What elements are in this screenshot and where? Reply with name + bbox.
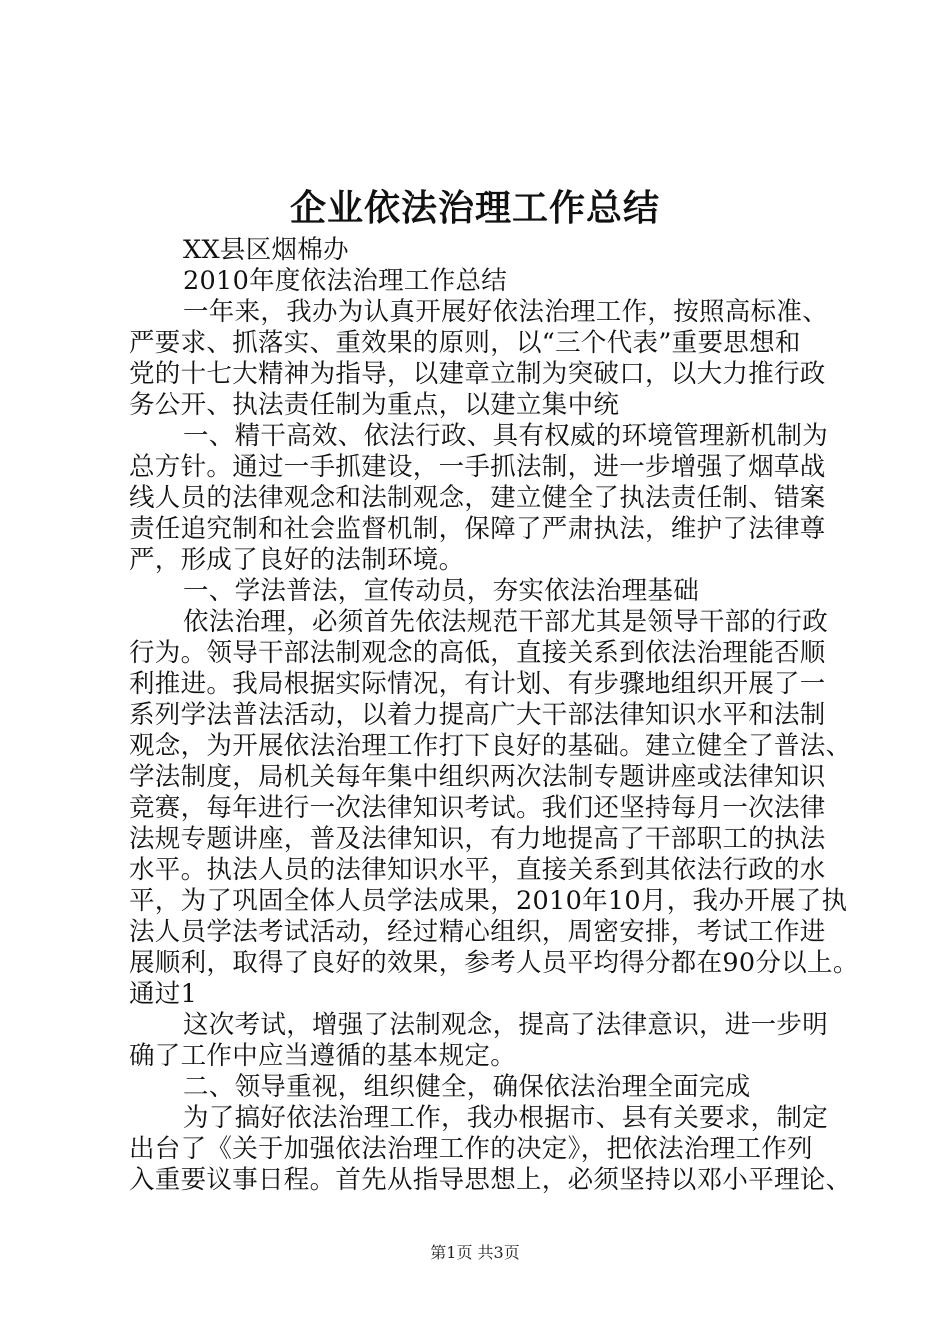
text-line: 法人员学法考试活动，经过精心组织，周密安排，考试工作进 (129, 917, 826, 947)
text-line: XX县区烟棉办 (183, 235, 349, 265)
text-line: 展顺利，取得了良好的效果，参考人员平均得分都在90分以上。 (129, 948, 859, 978)
text-line: 严，形成了良好的法制环境。 (129, 545, 465, 575)
text-line: 为了搞好依法治理工作，我办根据市、县有关要求，制定 (183, 1103, 829, 1133)
text-line: 一、学法普法，宣传动员，夯实依法治理基础 (183, 576, 700, 606)
text-line: 责任追究制和社会监督机制，保障了严肃执法，维护了法律尊 (129, 514, 826, 544)
text-line: 竞赛，每年进行一次法律知识考试。我们还坚持每月一次法律 (129, 793, 826, 823)
text-line: 党的十七大精神为指导，以建章立制为突破口，以大力推行政 (129, 359, 826, 389)
text-line: 平，为了巩固全体人员学法成果，2010年10月，我办开展了执 (129, 886, 848, 916)
text-line: 确了工作中应当遵循的基本规定。 (129, 1041, 517, 1071)
text-line: 务公开、执法责任制为重点，以建立集中统 (129, 390, 620, 420)
document-body (129, 235, 859, 1196)
text-line: 一、精干高效、依法行政、具有权威的环境管理新机制为 (183, 421, 829, 451)
page-footer: 第1页 共3页 (430, 1243, 520, 1262)
page-title: 企业依法治理工作总结 (289, 187, 660, 229)
text-line: 二、领导重视，组织健全，确保依法治理全面完成 (183, 1072, 751, 1102)
text-line: 观念，为开展依法治理工作打下良好的基础。建立健全了普法、 (129, 731, 852, 761)
text-line: 利推进。我局根据实际情况，有计划、有步骤地组织开展了一 (129, 669, 826, 699)
text-line: 依法治理，必须首先依法规范干部尤其是领导干部的行政 (183, 607, 829, 637)
text-line: 线人员的法律观念和法制观念，建立健全了执法责任制、错案 (129, 483, 826, 513)
text-line: 一年来，我办为认真开展好依法治理工作，按照高标准、 (183, 297, 829, 327)
text-line: 行为。领导干部法制观念的高低，直接关系到依法治理能否顺 (129, 638, 826, 668)
text-line: 严要求、抓落实、重效果的原则，以“三个代表”重要思想和 (129, 328, 801, 358)
text-line: 水平。执法人员的法律知识水平，直接关系到其依法行政的水 (129, 855, 826, 885)
text-line: 2010年度依法治理工作总结 (183, 266, 508, 296)
text-line: 法规专题讲座，普及法律知识，有力地提高了干部职工的执法 (129, 824, 826, 854)
text-line: 出台了《关于加强依法治理工作的决定》，把依法治理工作列 (129, 1134, 813, 1164)
text-line: 总方针。通过一手抓建设，一手抓法制，进一步增强了烟草战 (129, 452, 826, 482)
text-line: 通过1 (129, 979, 198, 1009)
text-line: 这次考试，增强了法制观念，提高了法律意识，进一步明 (183, 1010, 829, 1040)
text-line: 入重要议事日程。首先从指导思想上，必须坚持以邓小平理论、 (129, 1165, 852, 1195)
text-line: 学法制度，局机关每年集中组织两次法制专题讲座或法律知识 (129, 762, 826, 792)
text-line: 系列学法普法活动，以着力提高广大干部法律知识水平和法制 (129, 700, 826, 730)
